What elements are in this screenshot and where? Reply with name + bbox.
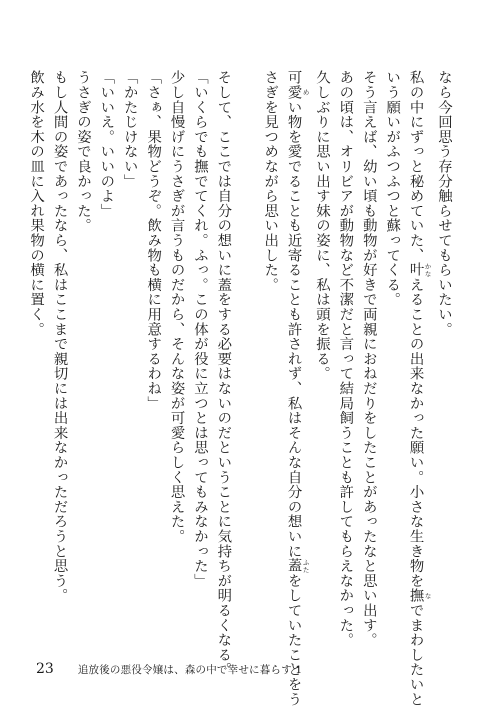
page-number: 23	[36, 661, 54, 677]
body-line: そして、ここでは自分の想いに蓋をする必要はないのだということに気持ちが明るくなる。	[215, 70, 232, 677]
body-line: 私の中にずっと秘めていた、叶 かなえることの出来なかった願い。小さな生き物を撫 なでまわしたいと	[407, 70, 432, 707]
body-line: 「いくらでも撫でてくれ。ふっ。この体が役に立つとは思ってもみなかった」	[191, 70, 208, 588]
ruby-kanau: 叶 かな	[407, 262, 432, 278]
blank-line	[234, 70, 257, 630]
body-line: 少し自慢げにうさぎが言うものだから、そんな姿が可愛らしく思えた。	[168, 70, 185, 544]
page-footer	[36, 661, 302, 677]
body-line: 久しぶりに思い出す妹の姿に、私は頭を振る。	[313, 70, 330, 381]
body-line: 可愛 めい物を愛でることも近寄ることも許されず、私はそんな自分の想いに蓋 ふたをしていたことをう	[285, 70, 310, 707]
ruby-naderu: 撫 な	[407, 588, 432, 603]
body-line: さぎを見つめながら思い出した。	[262, 70, 279, 292]
ruby-futa: 蓋 ふた	[285, 558, 310, 574]
body-line: うさぎの姿で良かった。	[74, 70, 91, 233]
body-line: あの頃は、オリビアが動物など不潔だと言って結局飼うことも許してもらえなかった。	[337, 70, 354, 648]
body-line: 「さぁ、果物どうぞ。飲み物も横に用意するわね」	[145, 70, 162, 411]
body-line: なら今回思う存分触らせてもらいたい。	[436, 70, 452, 337]
body-line: 飲み水を木の皿に入れ果物の横に置く。	[28, 70, 45, 337]
body-line: もし人間の姿であったなら、私はここまで親切には出来なかっただろうと思う。	[51, 70, 68, 603]
body-line: そう言えば、幼い頃も動物が好きで両親におねだりをしたことがあったなと思い出す。	[360, 70, 377, 648]
ruby-mederu: 愛 め	[285, 84, 310, 100]
running-head: 追放後の悪役令嬢は、森の中で幸せに暮らす 1	[77, 664, 303, 676]
body-line: 「いいえ。いいのよ」	[98, 70, 115, 218]
body-line: いう願いがふつふつと蘇ってくる。	[384, 70, 401, 307]
body-line: 「かたじけない」	[121, 70, 138, 189]
